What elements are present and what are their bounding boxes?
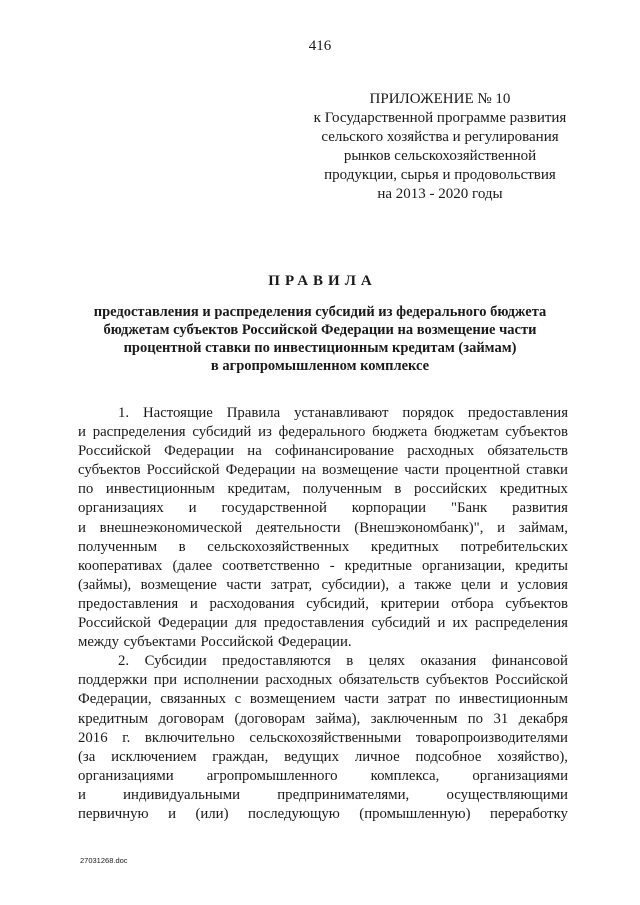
word: Российской (200, 634, 274, 651)
paragraph-line (78, 595, 568, 614)
word: граждан, (212, 748, 269, 765)
word: переработку (489, 805, 568, 822)
word: 2016 (78, 729, 108, 746)
word: на (301, 462, 316, 479)
word: личное (354, 748, 400, 765)
word: цели (460, 576, 491, 593)
word: части (404, 462, 440, 479)
word: возмещение (140, 576, 217, 593)
paragraph-line (78, 690, 568, 709)
word: кредитным (78, 710, 149, 727)
word: сельскохозяйственных (207, 538, 350, 555)
word: распределения (92, 424, 186, 441)
word: осуществляющими (446, 786, 568, 803)
word: "Банк (450, 500, 488, 517)
word: Российской (78, 615, 151, 632)
word: (Внешэкономбанк)", (354, 519, 484, 536)
word: потребительских (460, 538, 568, 555)
word: кредитных (499, 481, 568, 498)
word: кредитных (370, 538, 439, 555)
word: с (234, 691, 242, 708)
subtitle-line: бюджетам субъектов Российской Федерации на возмещение части (103, 322, 537, 338)
word: субсидии), (321, 576, 390, 593)
word: российских (413, 481, 488, 498)
word: на (247, 443, 262, 460)
paragraph-line (78, 442, 568, 461)
paragraph-line (78, 499, 568, 518)
word: целях (368, 653, 405, 670)
word: возмещение (322, 462, 399, 479)
word: предоставления (467, 405, 568, 421)
appendix-title: ПРИЛОЖЕНИЕ № 10 (369, 91, 511, 107)
word: инвестиционным (458, 691, 568, 708)
word: Федерации (158, 615, 228, 632)
word: финансовой (491, 653, 568, 670)
word: субсидий (192, 424, 252, 441)
word: займа), (315, 710, 361, 727)
word: и (78, 786, 86, 803)
word: по (434, 691, 451, 708)
word: индивидуальными (123, 786, 241, 803)
word: предоставления (264, 615, 365, 632)
word: связанных (160, 691, 226, 708)
word: соответственно (222, 557, 320, 574)
word: в (394, 481, 402, 498)
word: - (329, 557, 335, 574)
word: расходных (407, 443, 475, 460)
word: субъектов (425, 672, 489, 689)
word: также (414, 576, 452, 593)
word: бюджета (372, 424, 428, 441)
word: предпринимателями, (277, 786, 410, 803)
word: 31 (493, 710, 509, 727)
word: бюджетам (434, 424, 499, 441)
word: субсидий, (306, 595, 369, 612)
word: и (168, 805, 176, 822)
word: полученным (302, 481, 382, 498)
paragraph-line (78, 710, 568, 729)
word: и (500, 576, 509, 593)
word: хозяйство), (497, 748, 568, 765)
paragraph-line (78, 614, 568, 633)
word: организациями (472, 767, 568, 784)
word: субъектами (123, 634, 197, 651)
word: организации, (421, 557, 506, 574)
word: для (235, 615, 257, 632)
word: Российской (495, 672, 568, 689)
word: условия (517, 576, 568, 593)
word: расходования (209, 595, 295, 612)
word: агропромышленного (206, 767, 338, 784)
word: их (452, 615, 468, 632)
word: Российской (78, 443, 151, 460)
word: а (398, 576, 406, 593)
word: порядок (402, 405, 454, 421)
word: Федерации. (277, 634, 352, 651)
word: деятельности (255, 519, 341, 536)
word: по (78, 481, 94, 498)
word: заключенным (370, 710, 458, 727)
paragraph-line (78, 767, 568, 786)
paragraph-line (78, 748, 568, 767)
word: части (226, 576, 262, 593)
appendix-block (290, 90, 590, 204)
word: при (153, 672, 178, 689)
word: и (497, 519, 506, 536)
paragraph-line (78, 480, 568, 499)
word: субъектов (78, 462, 141, 479)
word: из (258, 424, 272, 441)
word: между (78, 634, 120, 651)
page-number: 416 (308, 38, 332, 54)
word: товаропроизводителями (415, 729, 568, 746)
word: первичную (78, 805, 149, 822)
word: федерального (278, 424, 366, 441)
paragraph-line (78, 519, 568, 538)
word: (или) (195, 805, 229, 822)
paragraph-line (78, 576, 568, 595)
word: развития (512, 500, 568, 517)
word: в (346, 653, 354, 670)
word: 1. (118, 405, 130, 421)
word: корпорации (351, 500, 427, 517)
word: (договорам (234, 710, 306, 727)
word: полученным (78, 538, 158, 555)
paragraph-line (78, 423, 568, 442)
word: последующую (247, 805, 340, 822)
paragraph-line (78, 404, 568, 423)
word: кредитные (344, 557, 412, 574)
paragraph-line (78, 671, 568, 690)
word: г. (122, 729, 131, 746)
word: ведущих (284, 748, 340, 765)
appendix-line: сельского хозяйства и регулирования (321, 129, 559, 145)
word: устанавливают (294, 405, 389, 421)
word: инвестиционным (105, 481, 215, 498)
word: (за (78, 748, 96, 765)
word: (займы), (78, 576, 132, 593)
word: предоставляются (222, 653, 331, 670)
word: организациями (78, 767, 174, 784)
paragraph-line (78, 461, 568, 480)
word: возмещением (249, 691, 336, 708)
word: распределения (475, 615, 568, 632)
word: и (78, 424, 86, 441)
word: субсидий (371, 615, 431, 632)
word: и (189, 595, 198, 612)
word: и (188, 500, 197, 517)
word: (промышленную) (359, 805, 471, 822)
word: займам, (518, 519, 568, 536)
word: софинансирование (275, 443, 394, 460)
word: включительно (144, 729, 235, 746)
word: внешнеэкономической (99, 519, 243, 536)
word: Федерации (164, 443, 235, 460)
body-text (78, 404, 568, 824)
word: расходных (265, 672, 333, 689)
paragraph-line (78, 538, 568, 557)
word: (далее (172, 557, 213, 574)
word: обязательств (487, 443, 568, 460)
word: поддержки (78, 672, 148, 689)
word: декабря (518, 710, 568, 727)
word: Правила (226, 405, 281, 421)
word: исполнении (183, 672, 259, 689)
word: государственной (221, 500, 327, 517)
word: части (344, 691, 379, 708)
word: затрат, (270, 576, 313, 593)
subtitle-line: в агропромышленном комплексе (210, 358, 430, 374)
word: исключением (111, 748, 197, 765)
word: и (78, 519, 86, 536)
word: процентной (445, 462, 521, 479)
word: отбора (451, 595, 494, 612)
word: договорам (158, 710, 225, 727)
word: организациях (78, 500, 164, 517)
paragraph-line (78, 786, 568, 805)
word: субъектов (505, 595, 568, 612)
word: обязательств (338, 672, 420, 689)
appendix-line: к Государственной программе развития (313, 110, 567, 126)
word: ставки (526, 462, 568, 479)
word: оказания (420, 653, 477, 670)
word: в (178, 538, 186, 555)
paragraph-line (78, 805, 568, 824)
word: затрат (387, 691, 427, 708)
word: 2. (118, 653, 130, 670)
word: комплекса, (370, 767, 440, 784)
rules-heading: ПРАВИЛА (268, 273, 377, 289)
word: предоставления (78, 595, 179, 612)
word: Российской (146, 462, 220, 479)
word: кредитам, (227, 481, 291, 498)
word: и (437, 615, 446, 632)
paragraph-line (78, 557, 568, 576)
document-id: 27031268.doc (80, 856, 128, 865)
word: кооперативах (78, 557, 163, 574)
paragraph-line (78, 633, 568, 652)
paragraph-line (78, 729, 568, 748)
paragraph-line (78, 652, 568, 671)
word: Федерации (225, 462, 296, 479)
rules-subtitle (60, 303, 580, 375)
word: Субсидии (144, 653, 207, 670)
word: кредиты (515, 557, 568, 574)
appendix-line: на 2013 - 2020 годы (377, 186, 503, 202)
word: подсобное (415, 748, 482, 765)
subtitle-line: предоставления и распределения субсидий из федерального бюджета (93, 304, 547, 320)
word: сельскохозяйственными (249, 729, 402, 746)
subtitle-line: процентной ставки по инвестиционным кредитам (займам) (123, 340, 517, 356)
word: субъектов (505, 424, 568, 441)
appendix-line: рынков сельскохозяйственной (343, 148, 537, 164)
appendix-line: продукции, сырья и продовольствия (324, 167, 556, 183)
word: критерии (380, 595, 440, 612)
word: по (467, 710, 484, 727)
word: Настоящие (142, 405, 213, 421)
word: Федерации, (78, 691, 152, 708)
